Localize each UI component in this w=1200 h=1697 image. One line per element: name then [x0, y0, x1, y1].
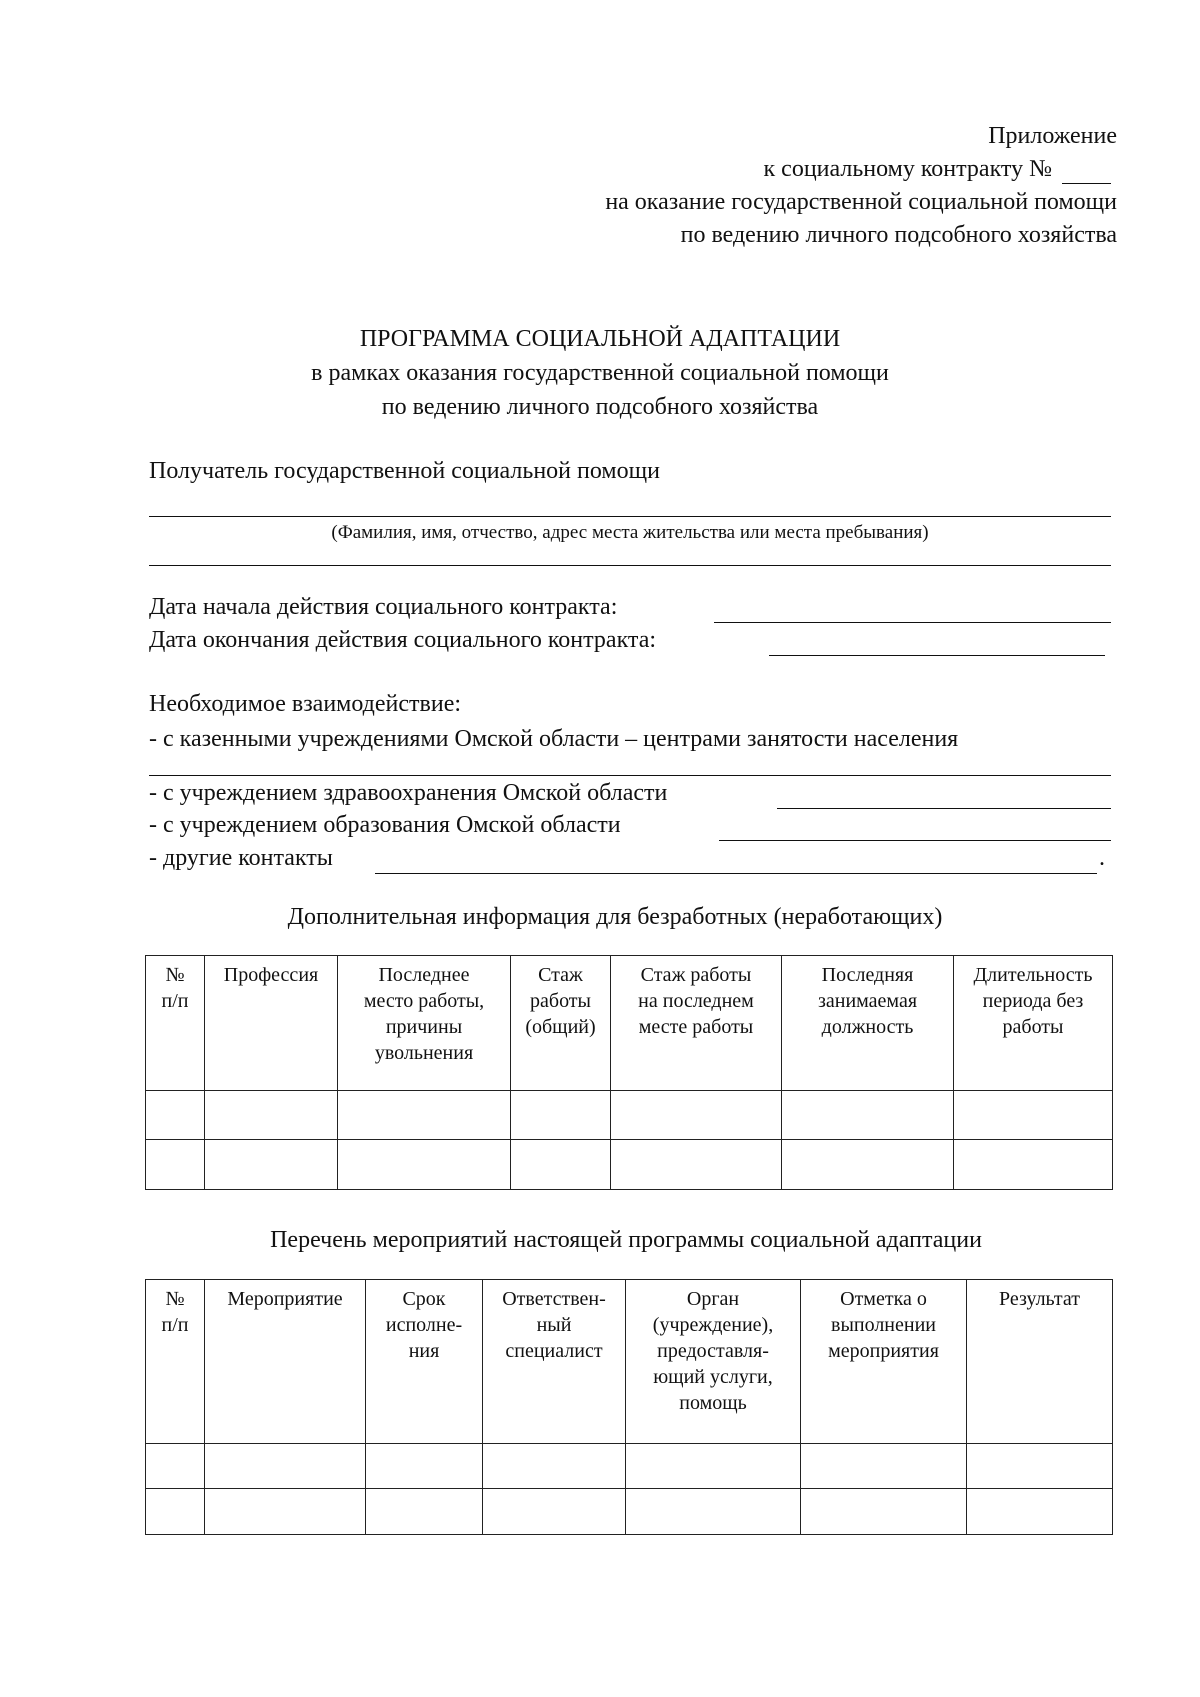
unemployed-heading: Дополнительная информация для безработных (неработающих) [287, 904, 943, 930]
table-row [146, 1091, 1113, 1140]
table-row [146, 1444, 1113, 1489]
page-title: ПРОГРАММА СОЦИАЛЬНОЙ АДАПТАЦИИ [359, 326, 841, 352]
column-header: Профессия [205, 956, 338, 1091]
table-cell[interactable] [511, 1140, 611, 1190]
table-cell[interactable] [146, 1489, 205, 1535]
interaction-employment: - с казенными учреждениями Омской области – центрами занятости населения [149, 726, 959, 752]
table-row [146, 1140, 1113, 1190]
column-header: Отметка о выполнении мероприятия [801, 1280, 967, 1444]
column-header: № п/п [146, 956, 205, 1091]
column-header: № п/п [146, 1280, 205, 1444]
table-cell[interactable] [205, 1091, 338, 1140]
table-header-row [146, 1280, 1113, 1444]
appendix-title: Приложение [988, 123, 1117, 149]
start-date-label: Дата начала действия социального контракта: [149, 594, 618, 620]
appendix-contract-label: к социальному контракту № [763, 156, 1052, 182]
activities-heading: Перечень мероприятий настоящей программы социальной адаптации [270, 1227, 982, 1253]
table-cell[interactable] [782, 1140, 954, 1190]
education-field[interactable] [719, 840, 1111, 841]
interaction-education: - с учреждением образования Омской области [149, 812, 621, 838]
unemployed-table [145, 955, 1113, 1190]
table-cell[interactable] [205, 1489, 366, 1535]
end-date-label: Дата окончания действия социального контракта: [149, 627, 657, 653]
table-cell[interactable] [511, 1091, 611, 1140]
table-cell[interactable] [954, 1140, 1113, 1190]
column-header: Орган (учреждение), предоставля- ющий услуги, помощь [626, 1280, 801, 1444]
table-cell[interactable] [338, 1091, 511, 1140]
table-cell[interactable] [146, 1091, 205, 1140]
column-header: Последняя занимаемая должность [782, 956, 954, 1091]
table-cell[interactable] [967, 1489, 1113, 1535]
table-cell[interactable] [626, 1489, 801, 1535]
health-field[interactable] [777, 808, 1111, 809]
end-date-field[interactable] [769, 655, 1105, 656]
table-cell[interactable] [801, 1489, 967, 1535]
interaction-other: - другие контакты [149, 845, 333, 871]
table-cell[interactable] [801, 1444, 967, 1489]
recipient-name-field[interactable] [149, 516, 1111, 517]
activities-table [145, 1279, 1113, 1535]
column-header: Длительность периода без работы [954, 956, 1113, 1091]
other-contacts-period: . [1099, 845, 1105, 871]
column-header: Последнее место работы, причины увольнения [338, 956, 511, 1091]
page-subtitle-2: по ведению личного подсобного хозяйства [381, 394, 819, 420]
recipient-hint: (Фамилия, имя, отчество, адрес места жительства или места пребывания) [331, 522, 929, 543]
column-header: Результат [967, 1280, 1113, 1444]
employment-field[interactable] [149, 775, 1111, 776]
page-subtitle: в рамках оказания государственной социальной помощи [311, 360, 889, 386]
table-cell[interactable] [782, 1091, 954, 1140]
table-cell[interactable] [483, 1444, 626, 1489]
column-header: Стаж работы на последнем месте работы [611, 956, 782, 1091]
interaction-heading: Необходимое взаимодействие: [149, 691, 462, 717]
table-cell[interactable] [146, 1140, 205, 1190]
interaction-health: - с учреждением здравоохранения Омской области [149, 780, 668, 806]
column-header: Срок исполне- ния [366, 1280, 483, 1444]
other-contacts-field[interactable] [375, 873, 1097, 874]
contract-number-field[interactable] [1062, 183, 1111, 184]
table-row [146, 1489, 1113, 1535]
column-header: Стаж работы (общий) [511, 956, 611, 1091]
table-cell[interactable] [205, 1140, 338, 1190]
table-header-row [146, 956, 1113, 1091]
table-cell[interactable] [626, 1444, 801, 1489]
table-cell[interactable] [483, 1489, 626, 1535]
column-header: Ответствен- ный специалист [483, 1280, 626, 1444]
column-header: Мероприятие [205, 1280, 366, 1444]
table-cell[interactable] [146, 1444, 205, 1489]
table-cell[interactable] [611, 1091, 782, 1140]
recipient-label: Получатель государственной социальной помощи [149, 458, 660, 484]
appendix-purpose: на оказание государственной социальной помощи [605, 189, 1117, 215]
table-cell[interactable] [338, 1140, 511, 1190]
table-cell[interactable] [611, 1140, 782, 1190]
table-cell[interactable] [366, 1444, 483, 1489]
table-cell[interactable] [366, 1489, 483, 1535]
table-cell[interactable] [205, 1444, 366, 1489]
table-cell[interactable] [967, 1444, 1113, 1489]
recipient-address-field[interactable] [149, 565, 1111, 566]
table-cell[interactable] [954, 1091, 1113, 1140]
start-date-field[interactable] [714, 622, 1111, 623]
appendix-purpose-2: по ведению личного подсобного хозяйства [680, 222, 1117, 248]
